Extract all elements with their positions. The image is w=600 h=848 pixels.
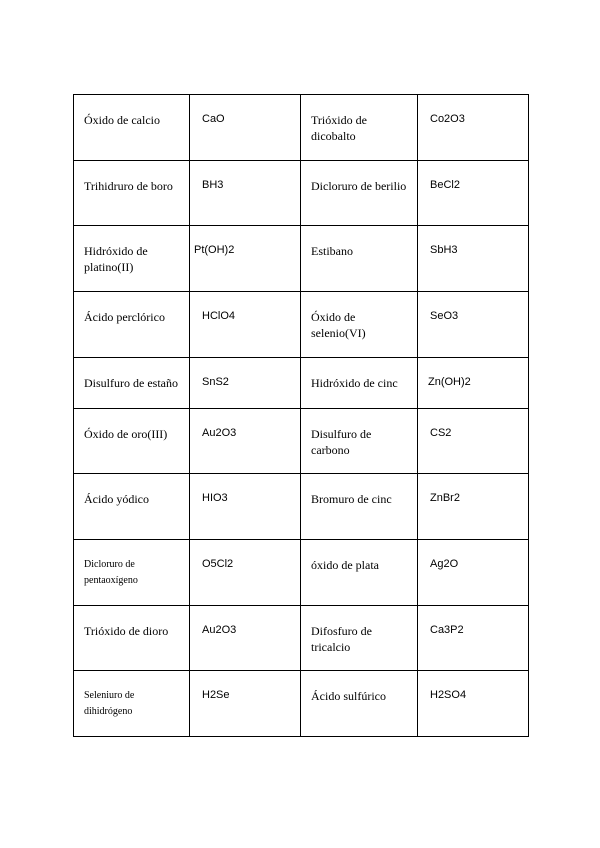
compound-name-cell (74, 671, 190, 737)
table-row (74, 606, 529, 671)
compound-name: Ácido sulfúrico (311, 689, 386, 703)
compound-name: Estibano (311, 244, 353, 258)
formula-cell (190, 161, 301, 226)
compound-formula: Pt(OH)2 (194, 244, 235, 256)
compound-formula: Ag2O (430, 558, 459, 570)
compound-name: Óxido de selenio(VI) (311, 310, 366, 340)
compound-name: Bromuro de cinc (311, 492, 392, 506)
compound-formula: Ca3P2 (430, 624, 464, 636)
compound-formula: HIO3 (202, 492, 228, 504)
formula-cell (418, 474, 529, 540)
compound-name-cell (301, 540, 418, 606)
formula-cell (190, 226, 301, 292)
table-row (74, 292, 529, 358)
compound-name: Trihidruro de boro (84, 179, 173, 193)
compound-name: Trióxido de dioro (84, 624, 169, 638)
compound-formula: SnS2 (202, 376, 229, 388)
compound-name-cell (74, 540, 190, 606)
formula-cell (418, 671, 529, 737)
compound-formula: H2SO4 (430, 689, 467, 701)
compound-name-cell (301, 409, 418, 474)
compound-name: Hidróxido de cinc (311, 376, 398, 390)
compound-name-cell (74, 474, 190, 540)
compound-formula: HClO4 (202, 310, 236, 322)
formula-cell (190, 95, 301, 161)
table-row (74, 671, 529, 737)
formula-cell (418, 161, 529, 226)
formula-cell (190, 409, 301, 474)
formula-cell (190, 606, 301, 671)
compound-name-cell (301, 292, 418, 358)
table-row (74, 95, 529, 161)
compound-name-cell (301, 358, 418, 409)
formula-cell (190, 671, 301, 737)
compound-name: Dicloruro de pentaoxígeno (84, 559, 138, 586)
compound-formula: SbH3 (430, 244, 458, 256)
compound-name: Seleniuro de dihidrógeno (84, 690, 135, 717)
compound-formula: H2Se (202, 689, 230, 701)
compound-formula: Co2O3 (430, 113, 465, 125)
compound-name-cell (301, 95, 418, 161)
compound-name: Dicloruro de berilio (311, 179, 407, 193)
compound-formula: ZnBr2 (430, 492, 460, 504)
compound-formula: Au2O3 (202, 624, 237, 636)
formula-cell (418, 358, 529, 409)
compound-formula: SeO3 (430, 310, 459, 322)
formula-cell (418, 540, 529, 606)
formula-cell (418, 226, 529, 292)
formula-cell (190, 474, 301, 540)
compound-name-cell (301, 606, 418, 671)
formula-cell (190, 292, 301, 358)
compound-name: Hidróxido de platino(II) (84, 244, 148, 274)
compound-name-cell (74, 606, 190, 671)
formula-cell (190, 540, 301, 606)
compound-name-cell (74, 292, 190, 358)
compound-name: óxido de plata (311, 558, 379, 572)
table-row (74, 409, 529, 474)
table-row (74, 358, 529, 409)
nomenclature-table (73, 94, 529, 737)
compound-formula: CS2 (430, 427, 452, 439)
compound-formula: O5Cl2 (202, 558, 234, 570)
formula-cell (418, 606, 529, 671)
compound-name: Disulfuro de carbono (311, 427, 372, 457)
formula-cell (418, 292, 529, 358)
compound-name-cell (301, 474, 418, 540)
compound-name-cell (74, 409, 190, 474)
compound-name: Ácido perclórico (84, 310, 165, 324)
compound-name-cell (74, 161, 190, 226)
formula-cell (190, 358, 301, 409)
compound-name: Óxido de oro(III) (84, 427, 168, 441)
compound-formula: BeCl2 (430, 179, 460, 191)
compound-name: Ácido yódico (84, 492, 149, 506)
compound-name: Trióxido de dicobalto (311, 113, 367, 143)
compound-formula: CaO (202, 113, 225, 125)
table-row (74, 226, 529, 292)
compound-name-cell (301, 161, 418, 226)
compound-name-cell (301, 226, 418, 292)
compound-formula: Zn(OH)2 (428, 376, 471, 388)
compound-name-cell (74, 226, 190, 292)
compound-name: Difosfuro de tricalcio (311, 624, 372, 654)
compound-name-cell (301, 671, 418, 737)
table-row (74, 161, 529, 226)
compound-formula: Au2O3 (202, 427, 237, 439)
formula-cell (418, 95, 529, 161)
compound-name-cell (74, 95, 190, 161)
formula-cell (418, 409, 529, 474)
table-row (74, 474, 529, 540)
compound-name-cell (74, 358, 190, 409)
compound-name: Óxido de calcio (84, 113, 160, 127)
compound-formula: BH3 (202, 179, 224, 191)
compound-name: Disulfuro de estaño (84, 376, 178, 390)
table-row (74, 540, 529, 606)
